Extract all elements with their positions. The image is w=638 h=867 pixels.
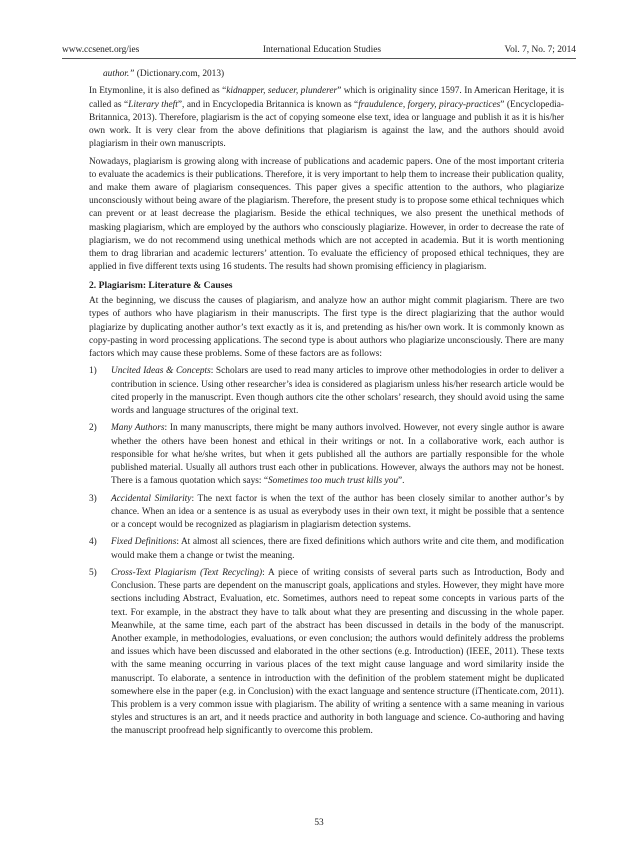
journal-title: International Education Studies xyxy=(262,45,382,55)
list-item: 4) Fixed Definitions: At almost all sciences, there are fixed definitions which authors write and cite them, and modification would make them a change or twist the meaning. xyxy=(89,537,564,561)
running-header xyxy=(62,44,576,59)
page-number: 53 xyxy=(314,818,324,828)
section-heading: 2. Plagiarism: Literature & Causes xyxy=(89,279,233,291)
quote-continuation: author.” (Dictionary.com, 2013) xyxy=(103,69,225,79)
journal-url[interactable]: www.ccsenet.org/ies xyxy=(62,45,140,55)
list-item: 1) Uncited Ideas & Concepts: Scholars are used to read many articles to improve other methodologies in order to deliver a contribution in science. Using other researcher’s idea is considered as plagiarism unless his/her research article would be cited properly in the manuscript. Even though authors cite the other scholars’ research, they should avoid using the same words and language structures of the original text. xyxy=(89,366,564,416)
paragraph-nowadays: Nowadays, plagiarism is growing along with increase of publications and academic papers. One of the most important criteria to evaluate the academics is their publications. Therefore, it is very important to help them to increase their publication quality, and make them aware of plagiarism consequences. This paper gives a specific attention to the authors, who plagiarize unconsciously without being aware of the plagiarism. Therefore, the present study is to propose some ethical techniques which can prevent or at least decrease the plagiarism. Beside the ethical techniques, we also present the unethical methods of masking plagiarism, which are employed by the authors who consciously plagiarize. However, in order to decrease the rate of plagiarism, we do not recommend using unethical methods which are not accepted in academia. But it is worth mentioning them to drag librarian and academic lecturers’ attention. To evaluate the efficiency of proposed ethical techniques, they are applied in five different texts using 16 students. The results had shown promising efficiency in plagiarism. xyxy=(89,156,564,273)
paragraph-etymonline: In Etymonline, it is also defined as “kidnapper, seducer, plunderer” which is originality since 1597. In American Heritage, it is called as “Literary theft”, and in Encyclopedia Britannica is known as “fraudulence, forgery, piracy-practices” (Encyclopedia-Britannica, 2013). Therefore, plagiarism is the act of copying someone else text, idea or language and publish it as it is his/her own work. It is very clear from the above definitions that plagiarism is against the law, and the authors should avoid plagiarism in their own manuscripts. xyxy=(89,86,564,150)
list-item: 5) Cross-Text Plagiarism (Text Recycling): A piece of writing consists of several parts such as Introduction, Body and Conclusion. These parts are dependent on the manuscript goals, applications and styles. However, they might have more sections including Abstract, Evaluation, etc. Sometimes, authors need to repeat some concepts in various parts of the text. For example, in the abstract they have to talk about what they are presenting and discussing in the whole paper. Meanwhile, at the same time, each part of the abstract has been discussed in details in the body of the manuscript. Another example, in methodologies, evaluations, or even conclusion; the authors would definitely address the problems and issues which have been discussed and elaborated in the other sections (e.g. Introduction) (IEEE, 2011). These texts with the same meaning occurring in various places of the text might cause language and word similarity inside the manuscript. To elaborate, a sentence in introduction with the definition of the problem statement might be duplicated somewhere else in the paper (e.g. in Conclusion) with the exact language and sentence structure (iThenticate.com, 2011). This problem is a very common issue with plagiarism. The ability of writing a sentence with a same meaning in various styles and structures is an art, and it needs practice and authority in both language and science. Co-authoring and having the manuscript proofread help significantly to overcome this problem. xyxy=(89,567,564,737)
list-item: 2) Many Authors: In many manuscripts, there might be many authors involved. However, not every single author is aware whether the others have been honest and ethical in their writings or not. In a collaborative work, each author is responsible for what he/she writes, but when it gets published all the authors are partially responsible for the whole published material. Usually all authors trust each other in publications. However, always the authors may not be honest. There is a famous quotation which says: “Sometimes too much trust kills you”. xyxy=(89,423,564,487)
volume-info: Vol. 7, No. 7; 2014 xyxy=(504,45,576,55)
factors-list xyxy=(89,365,564,738)
body-text xyxy=(89,68,564,743)
paragraph-causes-intro: At the beginning, we discuss the causes of plagiarism, and analyze how an author might commit plagiarism. There are two types of authors who have plagiarism in their manuscripts. The first type is the direct plagiarizing that the author would plagiarize by duplicating another author’s text exactly as it is, and pretending as his/her own work. It is commonly known as copy-pasting in word processing applications. The second type is about authors who plagiarize unconsciously. There are many factors which may cause these problems. Some of these factors are as follows: xyxy=(89,296,564,359)
list-item: 3) Accidental Similarity: The next factor is when the text of the author has been closely similar to another author’s by chance. When an idea or a sentence is as usual as everybody uses in their own text, it might be possible that a sentence or a concept would be recognized as plagiarism in plagiarism detection systems. xyxy=(89,493,564,530)
